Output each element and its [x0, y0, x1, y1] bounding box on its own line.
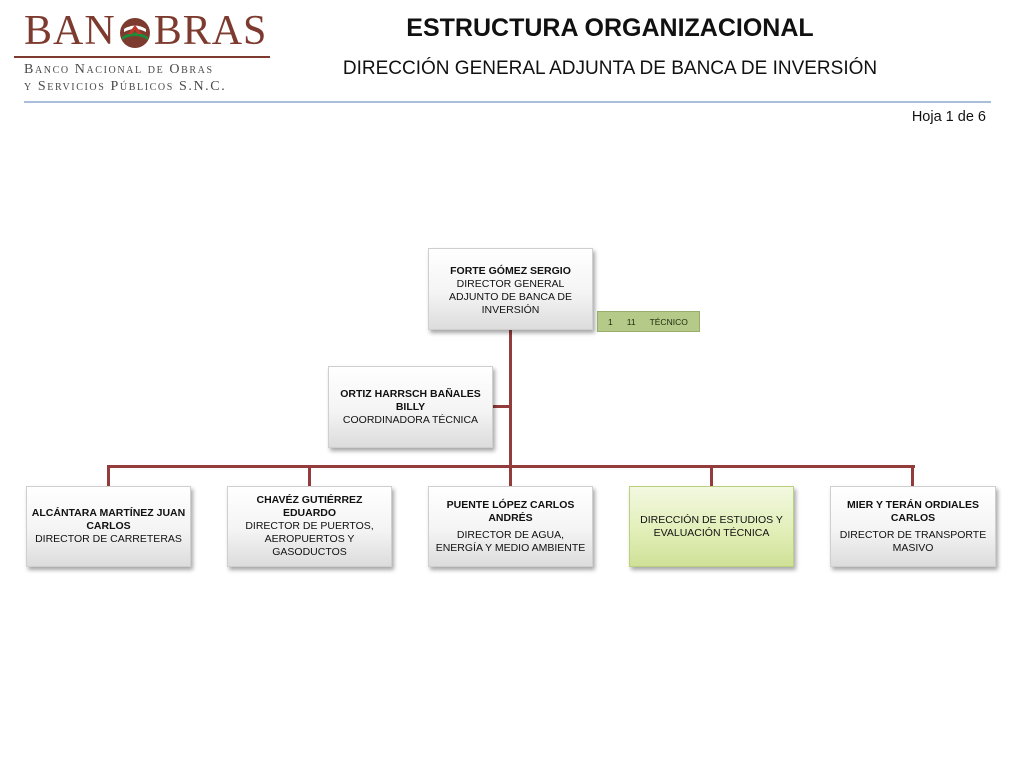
director-5-role: DIRECTOR DE TRANSPORTE MASIVO	[839, 528, 987, 554]
eagle-emblem-icon	[118, 14, 152, 48]
org-box-director-3	[428, 486, 593, 567]
logo-wordmark	[24, 8, 267, 54]
logo-word-right: BRAS	[153, 8, 268, 54]
assistant-name: ORTIZ HARRSCH BAÑALES BILLY	[340, 387, 481, 413]
org-box-director-2	[227, 486, 392, 567]
connector-assistant	[493, 405, 511, 408]
director-3-role: DIRECTOR DE AGUA, ENERGÍA Y MEDIO AMBIENTE	[435, 528, 586, 554]
assistant-role: COORDINADORA TÉCNICA	[342, 413, 479, 426]
logo-tagline-1: Banco Nacional de Obras	[24, 62, 214, 77]
director-1-name: ALCÁNTARA MARTÍNEZ JUAN CARLOS	[31, 507, 186, 532]
position-count-tag	[597, 311, 700, 332]
logo-tagline-2: y Servicios Públicos S.N.C.	[24, 79, 227, 94]
director-2-role: DIRECTOR DE PUERTOS, AEROPUERTOS Y GASODUCTOS	[245, 520, 374, 558]
connector-drop-1	[107, 465, 110, 487]
connector-trunk	[509, 330, 512, 468]
tag-count-a: 1	[608, 316, 613, 327]
header-divider	[24, 101, 991, 103]
connector-drop-2	[308, 465, 311, 487]
tag-count-b: 11	[626, 316, 636, 327]
director-2-name: CHAVÉZ GUTIÉRREZ EDUARDO	[256, 494, 363, 519]
director-1-role: DIRECTOR DE CARRETERAS	[35, 533, 182, 545]
page-subtitle: DIRECCIÓN GENERAL ADJUNTA DE BANCA DE INVERSIÓN	[342, 58, 878, 79]
org-box-director-1	[26, 486, 191, 567]
sheet-number: Hoja 1 de 6	[911, 109, 986, 125]
page-title: ESTRUCTURA ORGANIZACIONAL	[406, 14, 814, 42]
banobras-logo	[14, 8, 276, 94]
director-4-role: DIRECCIÓN DE ESTUDIOS Y EVALUACIÓN TÉCNICA	[640, 513, 783, 539]
head-name: FORTE GÓMEZ SERGIO	[450, 265, 571, 277]
connector-drop-3	[509, 465, 512, 487]
org-box-assistant	[328, 366, 493, 448]
org-box-head	[428, 248, 593, 330]
logo-word-left: BAN	[24, 8, 116, 54]
tag-label: TÉCNICO	[649, 316, 688, 327]
head-role: DIRECTOR GENERAL ADJUNTO DE BANCA DE INVERSIÓN	[449, 278, 572, 316]
logo-divider	[14, 56, 270, 58]
director-5-name: MIER Y TERÁN ORDIALES CARLOS	[846, 498, 980, 524]
org-box-director-4	[629, 486, 794, 567]
org-box-director-5	[830, 486, 996, 567]
connector-drop-5	[911, 465, 914, 487]
connector-drop-4	[710, 465, 713, 487]
director-3-name: PUENTE LÓPEZ CARLOS ANDRÉS	[446, 498, 575, 524]
